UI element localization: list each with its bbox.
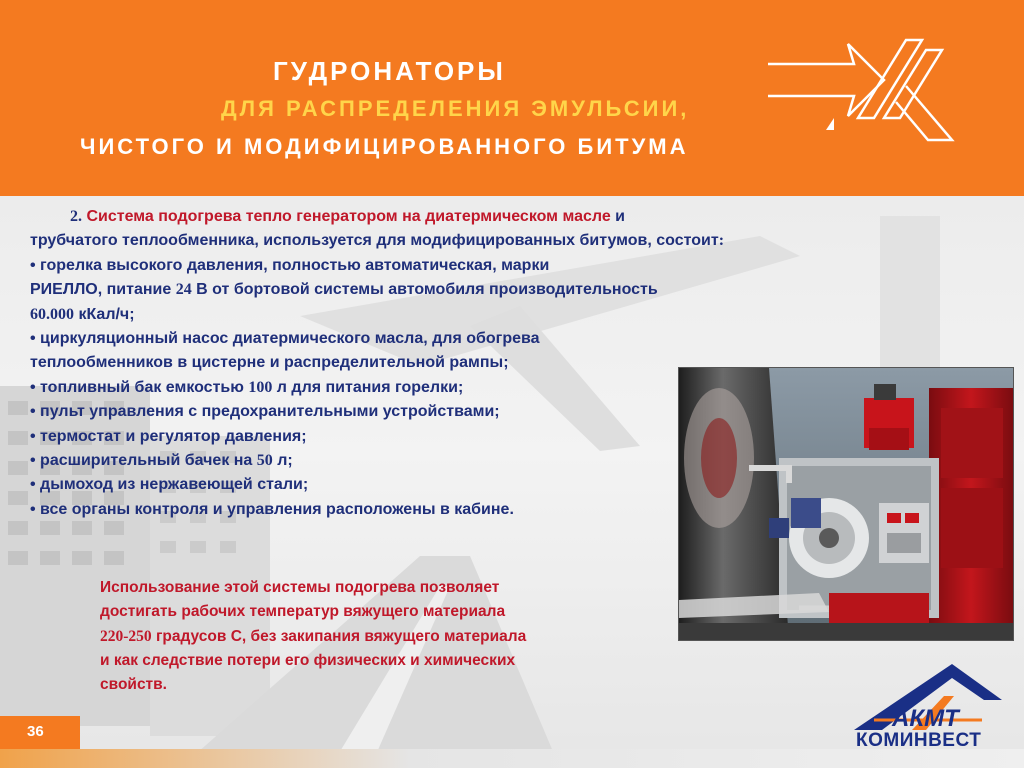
text-line: РИЕЛЛО, питание <box>30 281 176 299</box>
description-text <box>30 205 725 522</box>
benefit-note <box>100 576 660 697</box>
paragraph-line: теплообменников в цистерне и распределительной рампы; <box>30 354 509 372</box>
company-name: КОМИНВЕСТ <box>856 730 982 751</box>
text-line: • расширительный бачек на <box>30 452 257 470</box>
arrow-logo-mark-icon <box>766 36 956 144</box>
bullet-expansion-tank <box>30 449 690 473</box>
paragraph-line <box>30 303 690 327</box>
paragraph-line <box>30 229 725 253</box>
paragraph-line <box>30 205 690 229</box>
expansion-volume-value: 50 <box>256 452 273 470</box>
note-line: Использование этой системы подогрева позволяет <box>100 579 500 596</box>
heating-system-photo <box>678 367 1014 641</box>
intro-tail: и <box>610 208 626 225</box>
text-line: трубчатого теплообменника, используется для модифицированных битумов, состоит <box>30 232 719 250</box>
capacity-value: 60.000 <box>30 305 74 323</box>
note-line <box>100 625 660 649</box>
header-banner <box>0 0 1024 197</box>
text-line-end: : <box>718 232 725 250</box>
text-line: кКал/ч; <box>74 305 135 323</box>
note-text: градусов С, без закипания вяжущего материала <box>151 627 527 645</box>
system-title: Система подогрева тепло генератором на диатермическом масле <box>86 208 611 225</box>
temperature-range-value: 220-250 <box>100 627 152 645</box>
bullet-thermostat: • термостат и регулятор давления; <box>30 427 307 445</box>
note-line: свойств. <box>100 676 167 694</box>
bullet-control-panel: • пульт управления с предохранительными устройствами; <box>30 403 500 421</box>
bullet-fuel-tank <box>30 376 690 400</box>
paragraph-line <box>30 278 690 302</box>
bullet-pump: • циркуляционный насос диатермического масла, для обогрева <box>30 330 540 348</box>
text-line: л для питания горелки; <box>272 378 464 396</box>
slide-title: ГУДРОНАТОРЫ <box>273 56 506 86</box>
page-number: 36 <box>27 723 44 740</box>
tank-volume-value: 100 <box>248 378 273 396</box>
bullet-chimney: • дымоход из нержавеющей стали; <box>30 476 309 494</box>
bullet-burner: • горелка высокого давления, полностью автоматическая, марки <box>30 256 550 274</box>
note-line: достигать рабочих температур вяжущего материала <box>100 603 506 621</box>
slide-subtitle-line-2: ЧИСТОГО И МОДИФИЦИРОВАННОГО БИТУМА <box>80 134 689 159</box>
text-line: • топливный бак емкостью <box>30 378 249 396</box>
page-number-badge <box>0 716 80 749</box>
voltage-value: 24 <box>175 281 192 299</box>
note-line: и как следствие потери его физических и химических <box>100 651 516 669</box>
akmt-logo-icon <box>852 660 1012 732</box>
bullet-controls: • все органы контроля и управления расположены в кабине. <box>30 500 514 518</box>
slide-subtitle-line-1: ДЛЯ РАСПРЕДЕЛЕНИЯ ЭМУЛЬСИИ, <box>221 96 690 121</box>
item-number: 2. <box>70 208 82 225</box>
logo-lettering: АКМТ <box>892 705 959 732</box>
text-line: В от бортовой системы автомобиля производительность <box>191 281 658 299</box>
text-line: л; <box>272 452 293 470</box>
company-logo <box>852 660 1012 760</box>
